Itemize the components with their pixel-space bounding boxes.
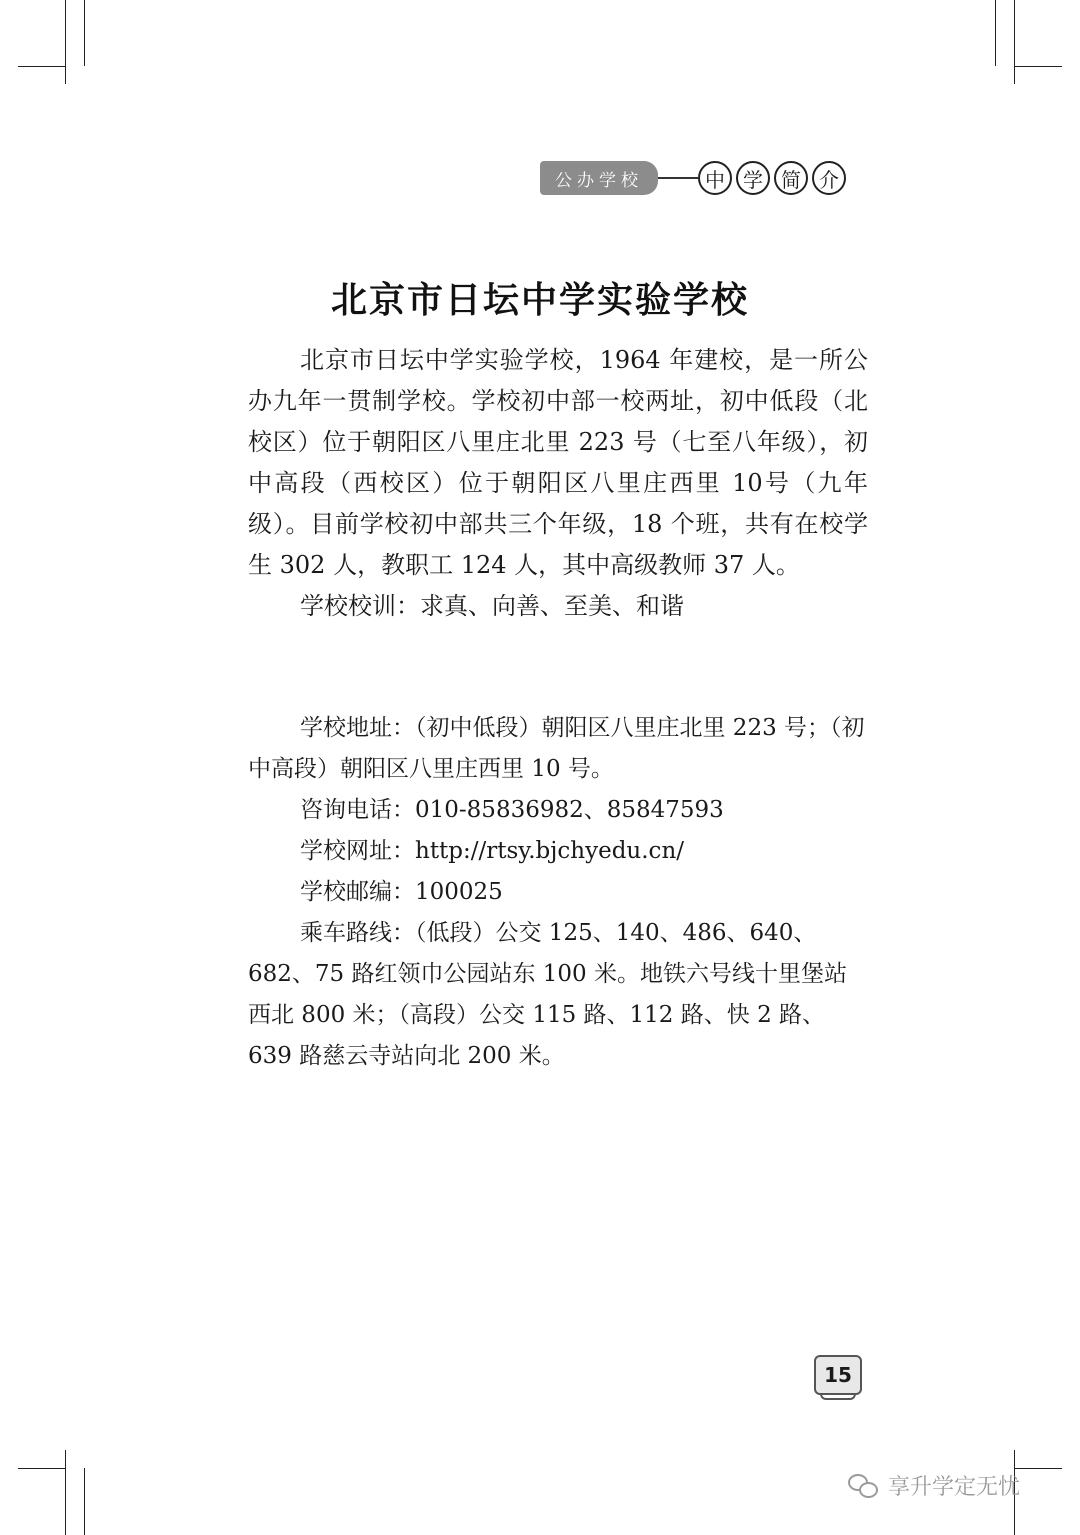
page-number: 15 xyxy=(814,1355,862,1395)
section-title xyxy=(698,161,846,195)
section-char: 介 xyxy=(812,161,846,195)
category-badge: 公办学校 xyxy=(540,161,658,195)
crop-mark xyxy=(995,0,996,66)
crop-mark xyxy=(18,66,65,67)
crop-mark xyxy=(84,0,85,66)
crop-mark xyxy=(18,1468,65,1469)
crop-mark xyxy=(65,1450,66,1535)
phone-number: 咨询电话：010-85836982、85847593 xyxy=(300,797,724,823)
crop-mark xyxy=(84,1468,85,1535)
crop-mark xyxy=(1014,0,1015,84)
section-char: 中 xyxy=(698,161,732,195)
watermark xyxy=(848,1470,1020,1501)
wechat-icon xyxy=(848,1474,878,1498)
school-motto: 学校校训：求真、向善、至美、和谐 xyxy=(300,592,684,620)
section-char: 学 xyxy=(736,161,770,195)
section-char: 简 xyxy=(774,161,808,195)
postcode: 学校邮编：100025 xyxy=(300,879,503,905)
intro-paragraph: 北京市日坛中学实验学校，1964 年建校，是一所公办九年一贯制学校。学校初中部一校两址，初中低段（北校区）位于朝阳区八里庄北里 223 号（七至八年级），初中高段（西校区）位于朝阳区八里庄西里 10号（九年级）。目前学校初中部共三个年级，18 个班，共有在校学生 302 人，教职工 124 人，其中高级教师 37 人。 xyxy=(248,346,868,579)
school-website: 学校网址：http://rtsy.bjchyedu.cn/ xyxy=(300,838,685,864)
contact-info xyxy=(248,708,868,1077)
school-address: 学校地址：（初中低段）朝阳区八里庄北里 223 号；（初中高段）朝阳区八里庄西里 10 号。 xyxy=(248,715,865,782)
crop-mark xyxy=(1014,1468,1062,1469)
intro-section xyxy=(248,340,868,627)
school-title: 北京市日坛中学实验学校 xyxy=(330,280,749,321)
transport-routes: 乘车路线：（低段）公交 125、140、486、640、682、75 路红领巾公园站东 100 米。地铁六号线十里堡站西北 800 米；（高段）公交 115 路、112 路、快 2 路、639 路慈云寺站向北 200 米。 xyxy=(248,920,847,1069)
crop-mark xyxy=(1014,66,1062,67)
crop-mark xyxy=(65,0,66,84)
watermark-text: 享升学定无忧 xyxy=(888,1475,1021,1500)
page-header xyxy=(540,160,846,196)
header-connector-line xyxy=(658,177,698,179)
